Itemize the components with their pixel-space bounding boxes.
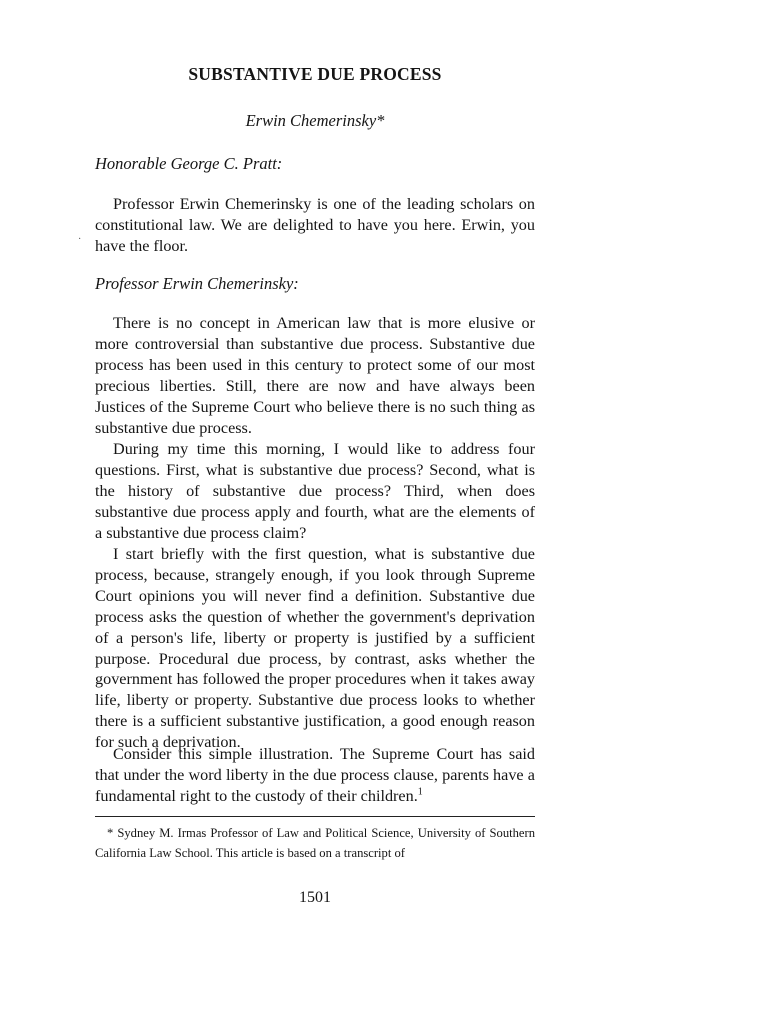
- footnote-divider: [95, 816, 535, 817]
- footnote: * Sydney M. Irmas Professor of Law and Political Science, University of Southern California Law School. This article is based on a transcript of: [95, 826, 535, 860]
- paragraph-1: There is no concept in American law that is more elusive or more controversial than substantive due process. Substantive due process has been used in this century to protect some of our most precious liberties. Still, there are now and have always been Justices of the Supreme Court who believe there is no such thing as substantive due process.: [95, 314, 535, 437]
- paragraph-2: During my time this morning, I would like to address four questions. First, what is substantive due process? Second, what is the history of substantive due process? Third, when does substantive due process apply and fourth, what are the elements of a substantive due process claim?: [95, 440, 535, 542]
- paragraph-4: [95, 744, 535, 807]
- footnote-reference: 1: [417, 786, 423, 798]
- margin-mark: ·: [78, 234, 82, 245]
- article-author: Erwin Chemerinsky*: [245, 111, 385, 130]
- paragraph-introduction: Professor Erwin Chemerinsky is one of the leading scholars on constitutional law. We are delighted to have you here. Erwin, you have the floor.: [95, 195, 535, 255]
- page-number: 1501: [299, 889, 331, 906]
- speaker-chemerinsky: Professor Erwin Chemerinsky:: [95, 274, 299, 293]
- speaker-pratt: Honorable George C. Pratt:: [95, 154, 283, 173]
- paragraph-4-text: Consider this simple illustration. The Supreme Court has said that under the word liberty in the due process clause, parents have a fundamental right to the custody of their children.: [95, 745, 535, 805]
- article-title: SUBSTANTIVE DUE PROCESS: [188, 64, 442, 84]
- paragraph-3: I start briefly with the first question, what is substantive due process, because, strangely enough, if you look through Supreme Court opinions you will never find a definition. Substantive due process asks the question of whether the government's deprivation of a person's life, liberty or property is justified by a sufficient purpose. Procedural due process, by contrast, asks whether the government has followed the proper procedures when it takes away life, liberty or property. Substantive due process looks to whether there is a sufficient substantive justification, a good enough reason for such a deprivation.: [95, 545, 535, 752]
